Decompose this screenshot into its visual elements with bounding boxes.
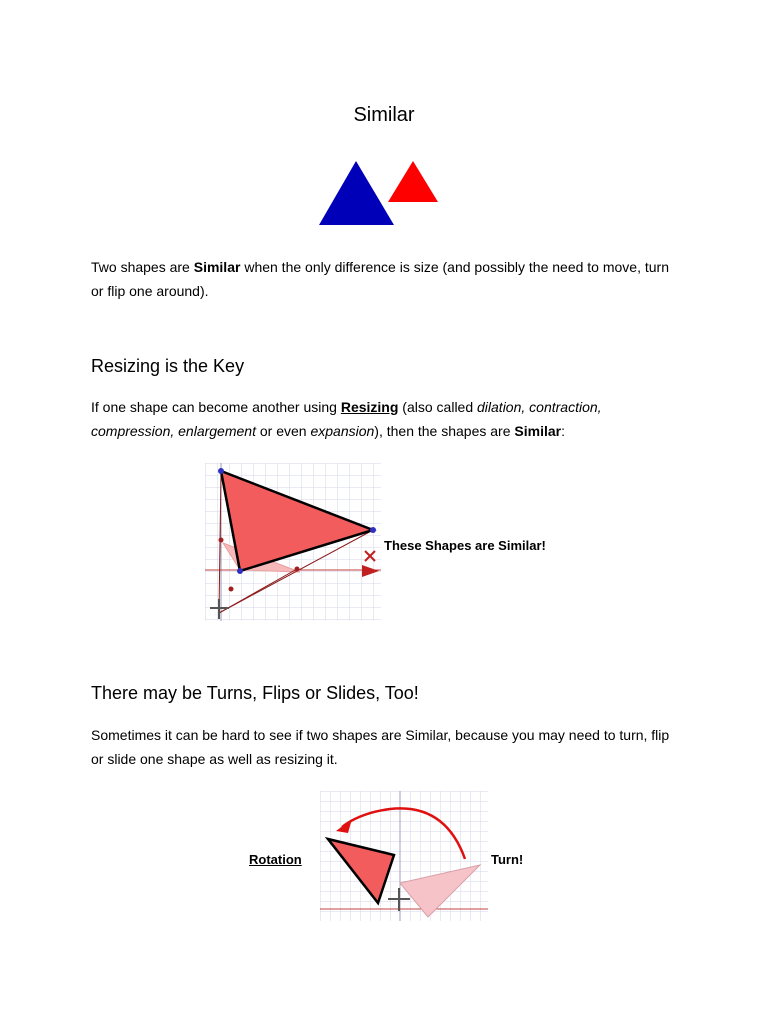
small-red-triangle <box>388 161 438 202</box>
dilation-diagram <box>205 463 381 621</box>
resizing-heading: Resizing is the Key <box>91 356 245 376</box>
turns-heading: There may be Turns, Flips or Slides, Too! <box>91 683 419 703</box>
intro-paragraph: Two shapes are Similar when the only difference is size (and possibly the need to move, turn or flip one around). <box>91 259 669 299</box>
turn-label: Turn! <box>491 852 524 867</box>
figure1-caption: These Shapes are Similar! <box>384 538 546 553</box>
rotation-label: Rotation <box>249 852 302 867</box>
turns-paragraph: Sometimes it can be hard to see if two shapes are Similar, because you may need to turn, flip or slide one shape as well as resizing it. <box>91 727 670 767</box>
page-title: Similar <box>353 104 415 126</box>
large-blue-triangle <box>319 161 394 225</box>
rotation-diagram <box>320 791 488 921</box>
resizing-paragraph: If one shape can become another using Resizing (also called dilation, contraction, compression, enlargement or even expansion), then the shapes are Similar: <box>91 399 602 439</box>
similar-triangles-illustration <box>318 155 440 227</box>
